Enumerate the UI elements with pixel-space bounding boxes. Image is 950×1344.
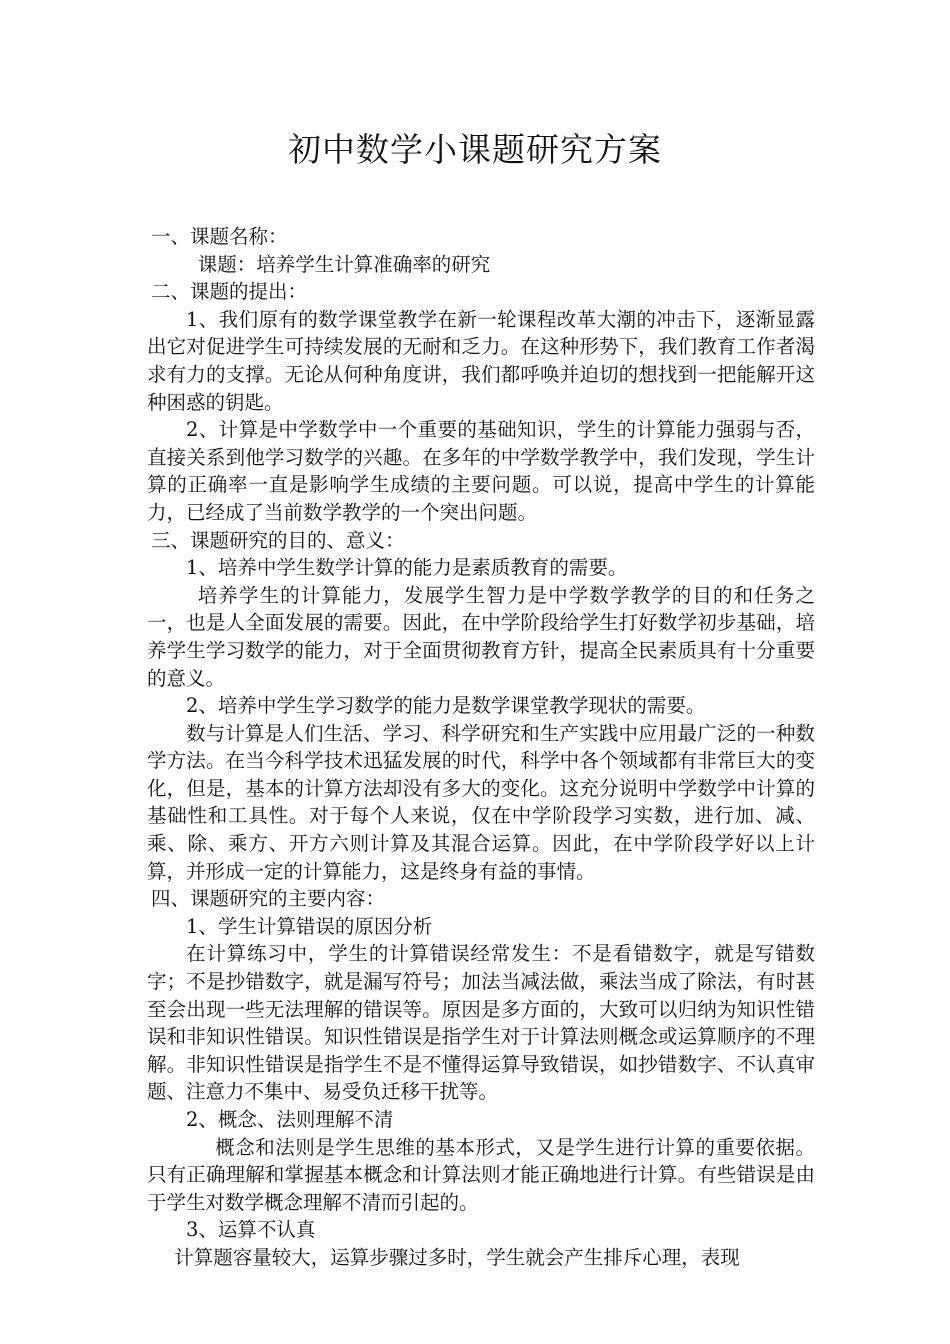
section-heading-1: 一、课题名称： xyxy=(151,225,288,248)
paragraph: 2、计算是中学数学中一个重要的基础知识，学生的计算能力强弱与否，直接关系到他学习数学的兴趣。在多年的中学数学教学中，我们发现，学生计算的正确率一直是影响学生成绩的主要问题。可以说，提高中学生的计算能力，已经成了当前数学教学的一个突出问题。 xyxy=(147,418,815,524)
topic-name: 课题：培养学生计算准确率的研究 xyxy=(197,252,491,276)
paragraph: 1、我们原有的数学课堂教学在新一轮课程改革大潮的冲击下，逐渐显露出它对促进学生可持续发展的无耐和乏力。在这种形势下，我们教育工作者渴求有力的支撑。无论从何种角度讲，我们都呼唤并迫切的想找到一把能解开这种困惑的钥匙。 xyxy=(147,307,815,414)
subheading: 2、概念、法则理解不清 xyxy=(186,1108,394,1131)
subheading: 1、学生计算错误的原因分析 xyxy=(186,914,433,938)
paragraph: 在计算练习中，学生的计算错误经常发生：不是看错数字，就是写错数字；不是抄错数字，就是漏写符号；加法当减法做，乘法当成了除法，有时甚至会出现一些无法理解的错误等。原因是多方面的，大致可以归纳为知识性错误和非知识性错误。知识性错误是指学生对于计算法则概念或运算顺序的不理解。非知识性错误是指学生不是不懂得运算导致错误，如抄错数字、不认真审题、注意力不集中、易受负迁移干扰等。 xyxy=(147,942,815,1104)
section-heading-3: 三、课题研究的目的、意义： xyxy=(151,528,405,552)
paragraph: 培养学生的计算能力，发展学生智力是中学数学教学的目的和任务之一，也是人全面发展的需要。因此，在中学阶段给学生打好数学初步基础，培养学生学习数学的能力，对于全面贯彻教育方针，提高全民素质具有十分重要的意义。 xyxy=(147,583,815,690)
paragraph: 数与计算是人们生活、学习、科学研究和生产实践中应用最广泛的一种数学方法。在当今科学技术迅猛发展的时代，科学中各个领域都有非常巨大的变化，但是，基本的计算方法却没有多大的变化。这充分说明中学数学中计算的基础性和工具性。对于每个人来说，仅在中学阶段学习实数，进行加、减、乘、除、乘方、开方六则计算及其混合运算。因此，在中学阶段学好以上计算，并形成一定的计算能力，这是终身有益的事情。 xyxy=(147,721,815,883)
subheading: 2、培养中学生学习数学的能力是数学课堂教学现状的需要。 xyxy=(186,694,706,718)
document-title: 初中数学小课题研究方案 xyxy=(288,130,662,169)
section-heading-4: 四、课题研究的主要内容： xyxy=(151,887,386,911)
subheading: 1、培养中学生数学计算的能力是素质教育的需要。 xyxy=(186,556,628,580)
document-body xyxy=(147,223,815,1272)
paragraph: 概念和法则是学生思维的基本形式，又是学生进行计算的重要依据。只有正确理解和掌握基本概念和计算法则才能正确地进行计算。有些错误是由于学生对数学概念理解不清而引起的。 xyxy=(147,1135,815,1214)
subheading: 3、运算不认真 xyxy=(186,1218,316,1242)
section-heading-2: 二、课题的提出： xyxy=(151,280,308,304)
paragraph: 计算题容量较大，运算步骤过多时，学生就会产生排斥心理，表现 xyxy=(174,1245,740,1269)
